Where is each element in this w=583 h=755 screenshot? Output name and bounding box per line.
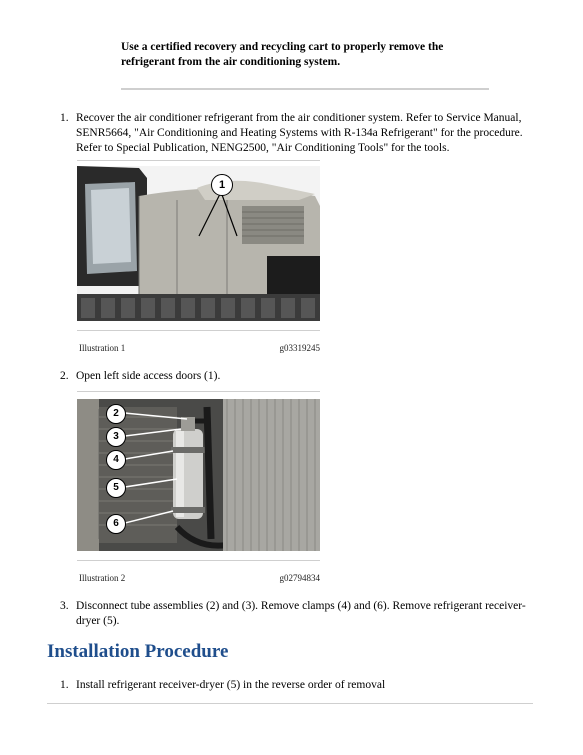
- removal-step-3: [60, 599, 530, 631]
- excavator-left-side-image: [77, 166, 320, 321]
- step-number: 1.: [60, 679, 69, 691]
- removal-step-1: [60, 111, 530, 159]
- illustration-2-photo: [77, 399, 320, 551]
- illustration-1-code: g03319245: [279, 343, 320, 353]
- step-text: Disconnect tube assemblies (2) and (3). Remove clamps (4) and (6). Remove refrigerant receiver-dryer (5).: [76, 600, 526, 627]
- callout-6: 6: [106, 514, 126, 534]
- step-number: 2.: [60, 370, 69, 382]
- callout-3: 3: [106, 427, 126, 447]
- divider: [77, 560, 320, 561]
- divider: [77, 330, 320, 331]
- section-heading: Installation Procedure: [47, 641, 229, 662]
- callout-1: 1: [211, 174, 233, 196]
- divider: [77, 391, 320, 392]
- callout-2: 2: [106, 404, 126, 424]
- divider: [121, 88, 489, 90]
- step-text: Open left side access doors (1).: [76, 370, 221, 382]
- illustration-1-label: Illustration 1: [79, 343, 126, 353]
- illustration-2-code: g02794834: [279, 573, 320, 583]
- callout-5: 5: [106, 478, 126, 498]
- divider: [47, 703, 533, 704]
- removal-step-2: [60, 369, 530, 385]
- step-number: 1.: [60, 112, 69, 124]
- step-text: Recover the air conditioner refrigerant from the air conditioner system. Refer to Service Manual, SENR5664, "Air Conditioning and Heating Systems with R-134a Refrigerant" for the procedure. Refer to Special Publication, NENG2500, "Air Conditioning Tools" for the tools.: [76, 112, 523, 154]
- illustration-2-label: Illustration 2: [79, 573, 126, 583]
- illustration-1-photo: [77, 166, 320, 321]
- caution-text: Use a certified recovery and recycling cart to properly remove the refrigerant from the air conditioning system.: [121, 41, 444, 68]
- step-number: 3.: [60, 600, 69, 612]
- callout-4: 4: [106, 450, 126, 470]
- divider: [77, 160, 320, 161]
- step-text: Install refrigerant receiver-dryer (5) in the reverse order of removal: [76, 679, 386, 691]
- installation-step-1: [60, 678, 530, 694]
